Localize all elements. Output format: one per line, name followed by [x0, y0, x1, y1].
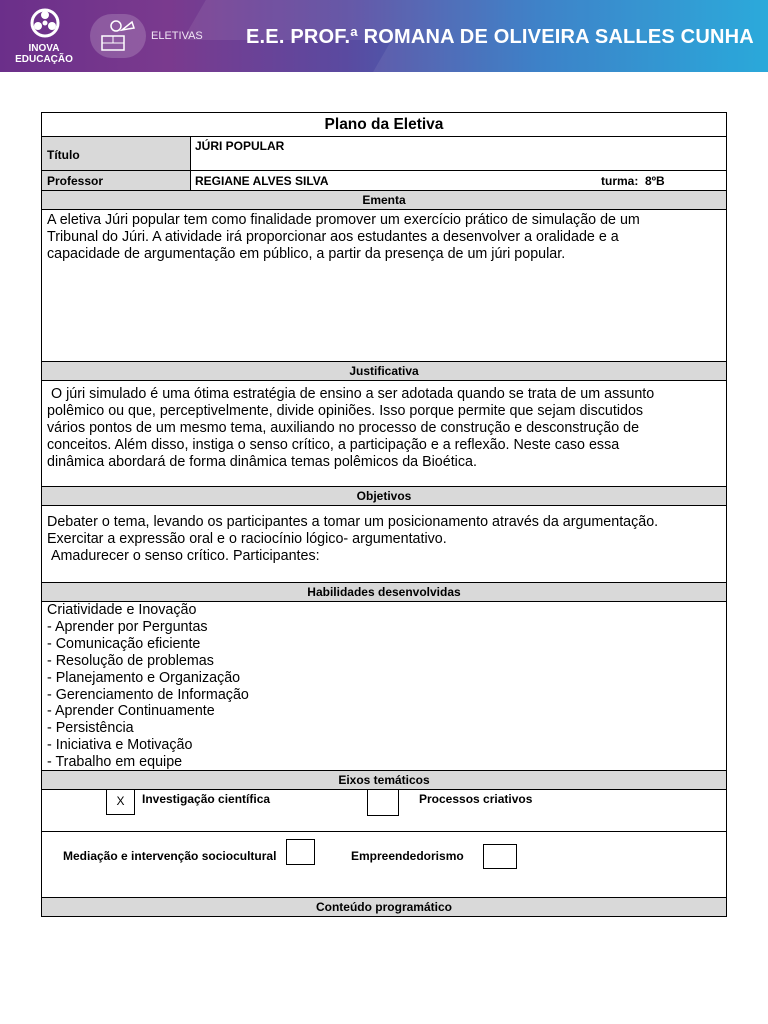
eletivas-label: ELETIVAS	[151, 30, 203, 42]
form-title: Plano da Eletiva	[324, 116, 444, 133]
school-name: E.E. PROF.ª ROMANA DE OLIVEIRA SALLES CUNHA	[246, 26, 754, 48]
processos-criativos-label: Processos criativos	[419, 792, 533, 806]
professor-label: Professor	[47, 174, 104, 188]
ementa-header: Ementa	[42, 191, 726, 209]
professor-value: REGIANE ALVES SILVA	[195, 174, 329, 188]
turma-label: turma:	[601, 174, 639, 188]
eletivas-icon	[98, 18, 138, 54]
titulo-value: JÚRI POPULAR	[195, 139, 285, 153]
justificativa-header: Justificativa	[42, 362, 726, 380]
justificativa-text: O júri simulado é uma ótima estratégia de ensino a ser adotada quando se trata de um assunto polêmico ou que, perceptivelmente, divide opiniões. Isso porque permite que sejam discutidos vários pontos de um mesmo tema, auxiliando no processo de construção e desconstrução de conceitos. Além disso, instiga o senso crítico, a participação e a reflexão. Neste caso essa dinâmica abordará de forma dinâmica temas polêmicos da Bioética.	[47, 386, 655, 470]
inova-educacao-logo	[14, 8, 74, 66]
processos-criativos-checkbox[interactable]	[367, 789, 399, 816]
titulo-label: Título	[47, 148, 80, 162]
investigacao-checkbox[interactable]: X	[106, 789, 135, 815]
eletivas-logo	[90, 14, 146, 58]
inova-logo-icon	[30, 8, 60, 38]
objetivos-text: Debater o tema, levando os participantes a tomar um posicionamento através da argumentação. Exercitar a expressão oral e o raciocínio lógico- argumentativo. Amadurecer o senso crítico. Participantes:	[47, 514, 659, 564]
habilidades-header: Habilidades desenvolvidas	[42, 583, 726, 601]
conteudo-header: Conteúdo programático	[42, 898, 726, 916]
investigacao-label: Investigação científica	[142, 792, 271, 806]
turma-value: 8ºB	[645, 174, 665, 188]
empreendedorismo-label: Empreendedorismo	[351, 849, 464, 863]
mediacao-checkbox[interactable]	[286, 839, 315, 865]
ementa-text: A eletiva Júri popular tem como finalidade promover um exercício prático de simulação de um Tribunal do Júri. A atividade irá proporcionar aos estudantes a desenvolver a oralidade e a capacidade de argumentação em público, a partir da presença de um júri popular.	[47, 212, 640, 262]
logo-text-line1: INOVA	[28, 43, 60, 54]
mediacao-label: Mediação e intervenção sociocultural	[63, 849, 277, 863]
habilidades-text: Criatividade e Inovação - Aprender por Perguntas - Comunicação eficiente - Resolução de problemas - Planejamento e Organização - Gerenciamento de Informação - Aprender Continuamente - Persistência - Iniciativa e Motivação - Trabalho em equipe	[47, 602, 249, 771]
eixos-header: Eixos temáticos	[42, 771, 726, 789]
logo-text-line2: EDUCAÇÃO	[15, 54, 73, 65]
plano-eletiva-form	[41, 112, 727, 917]
empreendedorismo-checkbox[interactable]	[483, 844, 517, 869]
header-banner	[0, 0, 768, 72]
professor-label-cell	[42, 171, 190, 190]
objetivos-header: Objetivos	[42, 487, 726, 505]
titulo-label-cell	[42, 137, 190, 170]
